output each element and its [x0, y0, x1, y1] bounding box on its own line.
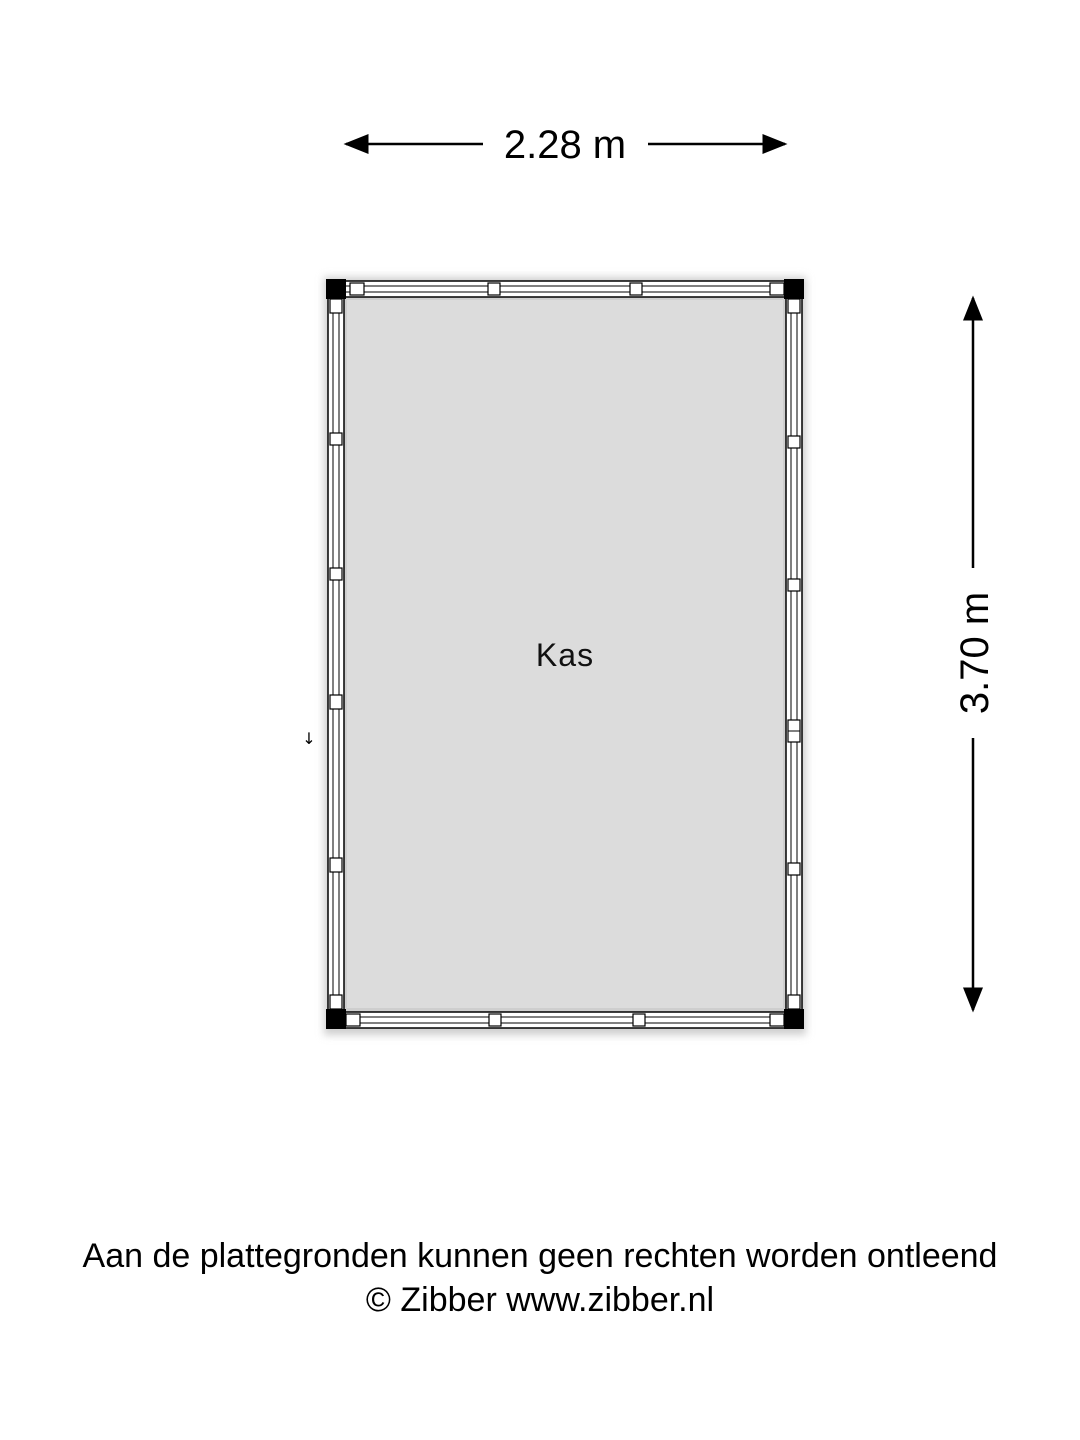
corner-post-top-right — [784, 279, 804, 299]
corner-post-top-left — [326, 279, 346, 299]
width-label: 2.28 m — [503, 123, 627, 167]
corner-post-bottom-right — [784, 1009, 804, 1029]
corner-post-bottom-left — [326, 1009, 346, 1029]
width-dimension — [346, 123, 785, 167]
left-wall — [328, 289, 344, 1021]
footer-copyright: © Zibber www.zibber.nl — [365, 1281, 715, 1319]
bottom-wall — [335, 1012, 795, 1028]
footer-disclaimer: Aan de plattegronden kunnen geen rechten worden ontleend — [82, 1237, 998, 1275]
height-dimension — [953, 298, 997, 1010]
right-wall — [786, 289, 802, 1021]
height-label: 3.70 m — [953, 591, 997, 715]
entrance-marker: ↓ — [302, 729, 316, 748]
room-label: Kas — [535, 637, 595, 673]
top-wall — [335, 281, 795, 297]
